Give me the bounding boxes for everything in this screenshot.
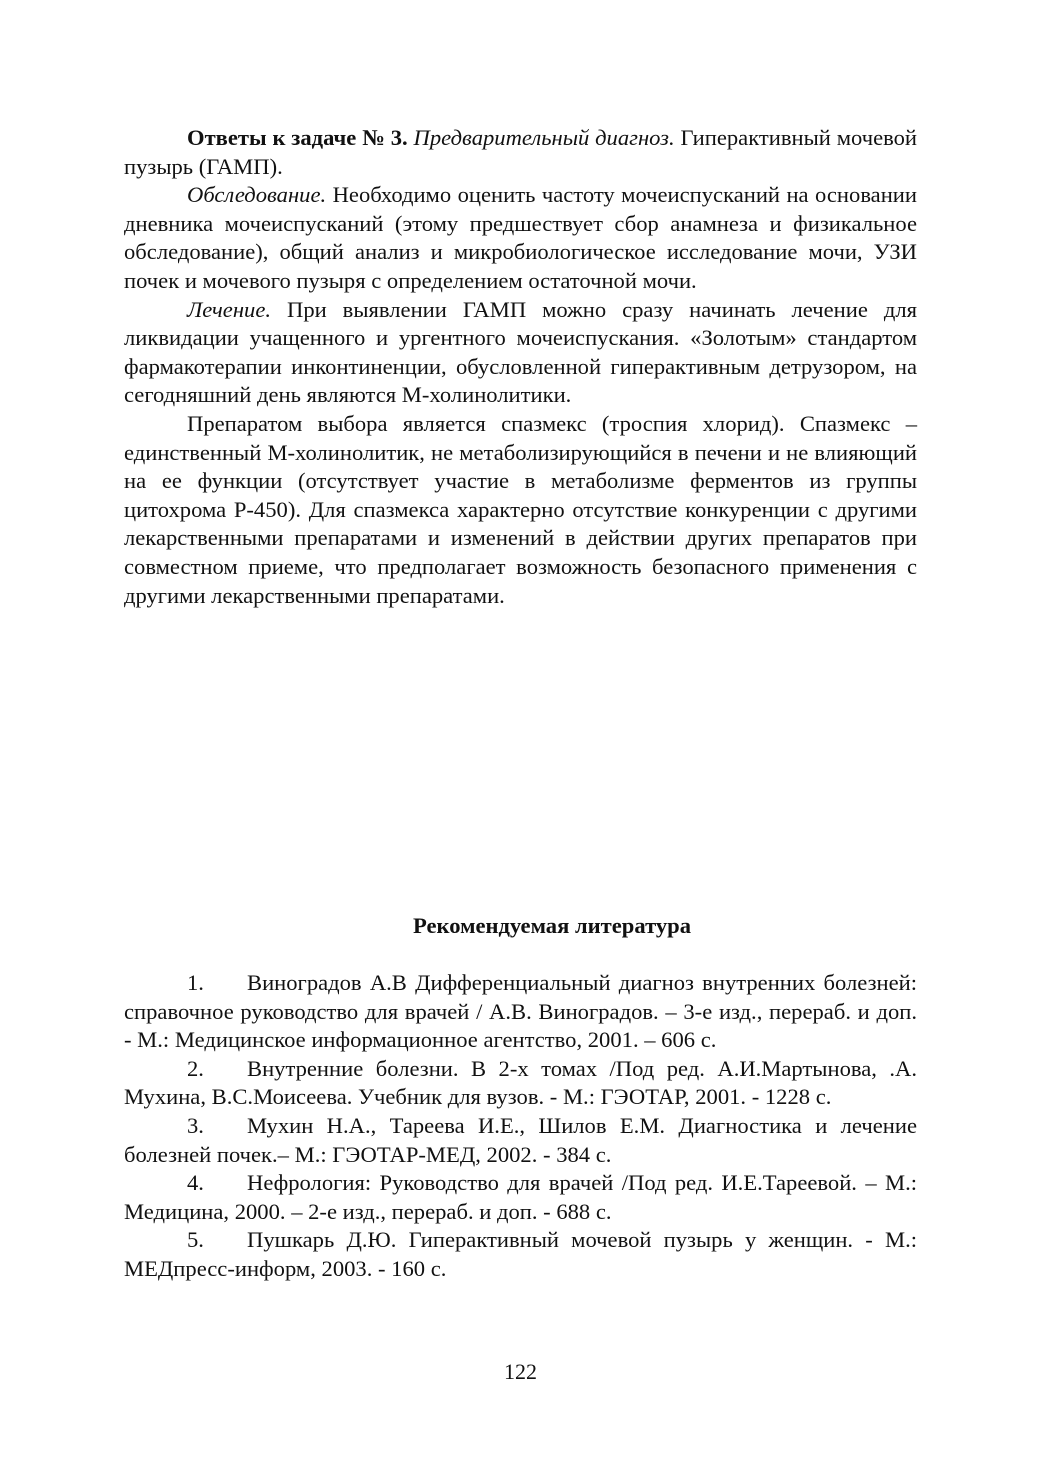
list-item-number: 2. [187,1055,204,1081]
list-item [124,1055,917,1112]
list-item-text: Виноградов А.В Дифференциальный диагноз внутренних болезней: справочное руководство для врачей / А.В. Виноградов. – 3-е изд., перераб. и доп. - М.: Медицинское информационное агентство, 2001. – 606 с. [124,970,917,1053]
answer-paragraph-examination [124,181,917,295]
list-item-number: 4. [187,1170,204,1196]
list-item-text: Пушкарь Д.Ю. Гиперактивный мочевой пузырь у женщин. - М.: МЕДпресс-информ, 2003. - 160 с. [124,1227,917,1281]
treatment-label: Лечение. [187,296,272,322]
literature-list [124,969,917,1284]
answer-paragraph-treatment [124,296,917,410]
list-item-number: 3. [187,1112,204,1138]
answer-title: Ответы к задаче № 3. [187,125,408,150]
answer-paragraph-drug [124,410,917,610]
list-item [124,969,917,1055]
diagnosis-label: Предварительный диагноз. [413,125,675,150]
list-item-text: Мухин Н.А., Тареева И.Е., Шилов Е.М. Диагностика и лечение болезней почек.– М.: ГЭОТАР-МЕД, 2002. - 384 с. [124,1112,917,1167]
list-item-text: Нефрология: Руководство для врачей /Под ред. И.Е.Тареевой. – М.: Медицина, 2000. – 2-е изд., перераб. и доп. - 688 с. [124,1170,917,1224]
page-number: 122 [504,1359,537,1384]
list-item [124,1169,917,1226]
answers-section [124,124,917,610]
list-item [124,1226,917,1283]
list-item-number: 1. [187,970,204,995]
list-item [124,1112,917,1169]
list-item-number: 5. [187,1227,204,1253]
list-item-text: Внутренние болезни. В 2-х томах /Под ред. А.И.Мартынова, .А. Мухина, В.С.Моисеева. Учебник для вузов. - М.: ГЭОТАР, 2001. - 1228 с. [124,1055,917,1110]
examination-label: Обследование. [187,182,327,208]
treatment-text: При выявлении ГАМП можно сразу начинать лечение для ликвидации учащенного и ургентного мочеиспускания. «Золотым» стандартом фармакотерапии инконтиненции, обусловленной гиперактивным детрузором, на сегодняшний день являются М-холинолитики. [124,296,917,408]
diagnosis-text: Гиперактивный мочевой пузырь (ГАМП). [124,125,917,179]
literature-heading: Рекомендуемая литература [412,913,692,938]
examination-text: Необходимо оценить частоту мочеиспусканий на основании дневника мочеиспусканий (этому предшествует сбор анамнеза и физикальное обследование), общий анализ и микробиологическое исследование мочи, УЗИ почек и мочевого пузыря с определением остаточной мочи. [124,182,917,293]
answer-paragraph-diagnosis [124,124,917,181]
drug-text: Препаратом выбора является спазмекс (троспия хлорид). Спазмекс – единственный М-холинолитик, не метаболизирующийся в печени и не влияющий на ее функции (отсутствует участие в метаболизме ферментов из группы цитохрома Р-450). Для спазмекса характерно отсутствие конкуренции с другими лекарственными препаратами и изменений в действии других препаратов при совместном приеме, что предполагает возможность безопасного применения с другими лекарственными препаратами. [124,410,917,608]
